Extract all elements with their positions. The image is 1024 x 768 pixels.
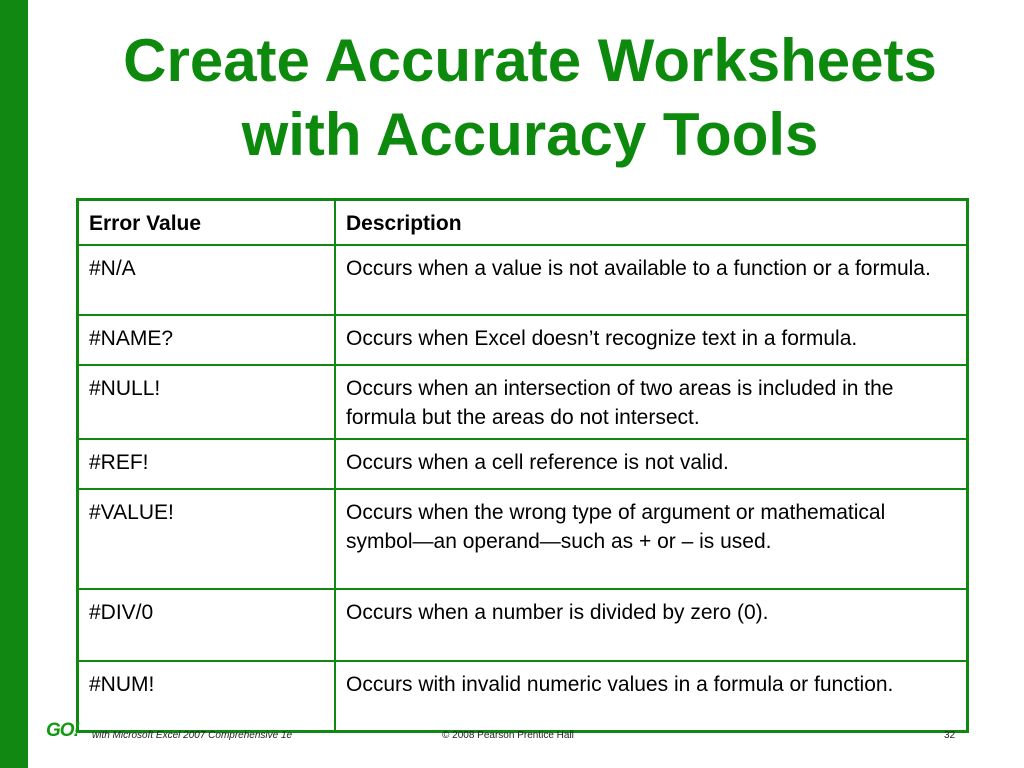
description-cell: Occurs when the wrong type of argument or mathematical symbol—an operand—such as + or – is used.: [335, 489, 968, 589]
error-value-cell: #REF!: [78, 439, 336, 489]
description-cell: Occurs when a number is divided by zero (0).: [335, 589, 968, 661]
table-row: [78, 315, 968, 365]
error-value-cell: #NULL!: [78, 365, 336, 439]
footer-book-title: with Microsoft Excel 2007 Comprehensive 1e: [92, 730, 293, 741]
description-cell: Occurs when Excel doesn’t recognize text in a formula.: [335, 315, 968, 365]
table-row: [78, 245, 968, 315]
table-row: [78, 439, 968, 489]
table-row: [78, 365, 968, 439]
table-row: [78, 489, 968, 589]
description-cell: Occurs with invalid numeric values in a formula or function.: [335, 661, 968, 732]
error-values-table: [76, 198, 969, 733]
description-cell: Occurs when a cell reference is not valid.: [335, 439, 968, 489]
title-line-2: with Accuracy Tools: [241, 101, 819, 168]
footer-copyright: © 2008 Pearson Prentice Hall: [442, 730, 574, 741]
left-accent-bar: [0, 0, 28, 768]
table-row: [78, 589, 968, 661]
table-header-row: [78, 200, 968, 246]
slide-title: [40, 24, 1020, 172]
error-value-cell: #VALUE!: [78, 489, 336, 589]
header-error-value: Error Value: [78, 200, 336, 246]
title-line-1: Create Accurate Worksheets: [123, 27, 937, 94]
error-value-cell: #N/A: [78, 245, 336, 315]
slide-footer: [0, 720, 1024, 750]
header-description: Description: [335, 200, 968, 246]
page-number: 32: [944, 730, 956, 741]
error-value-cell: #NUM!: [78, 661, 336, 732]
description-cell: Occurs when an intersection of two areas is included in the formula but the areas do not intersect.: [335, 365, 968, 439]
error-value-cell: #DIV/0: [78, 589, 336, 661]
error-value-cell: #NAME?: [78, 315, 336, 365]
description-cell: Occurs when a value is not available to a function or a formula.: [335, 245, 968, 315]
error-table-container: [76, 198, 969, 733]
go-logo: GO!: [46, 720, 79, 741]
